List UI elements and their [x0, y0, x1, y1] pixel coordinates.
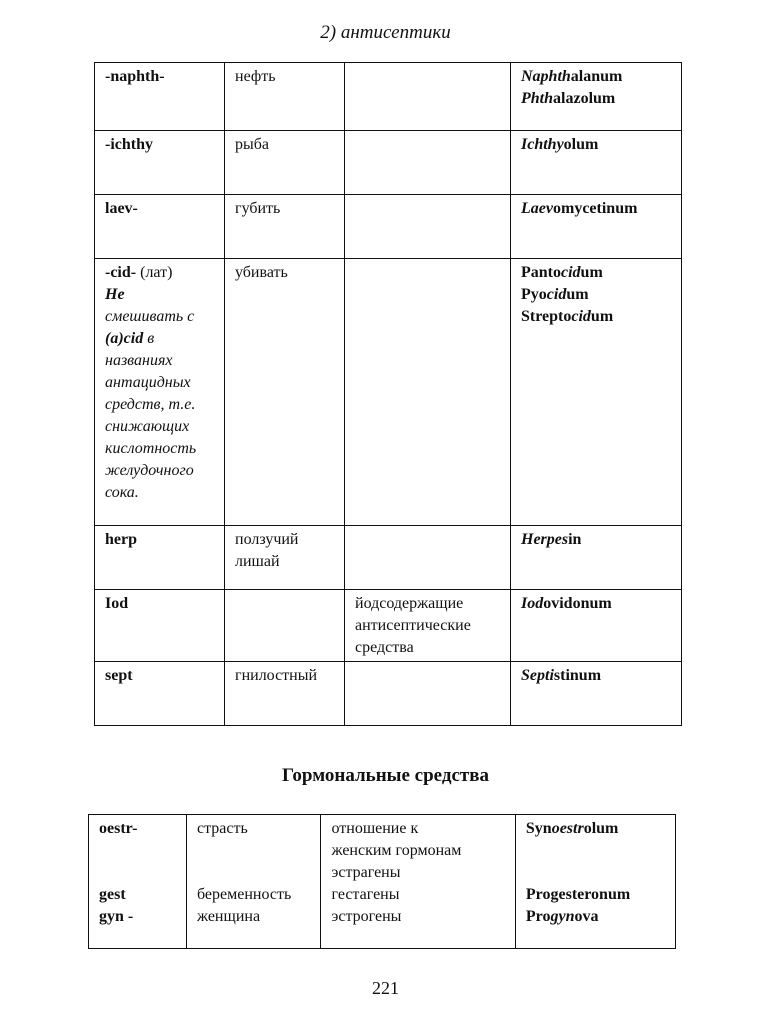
root-cell: Iod: [95, 590, 225, 662]
drug-name: Pyocidum: [521, 286, 589, 303]
root-cell: -cid- (лат) He смешивать с (a)cid в названиях антацидных средств, т.е. снижающих кислотность желудочного сока.: [95, 259, 225, 526]
drug-name: Phthalazolum: [521, 90, 616, 107]
meaning-cell: ползучий лишай: [225, 526, 345, 590]
drug-name: Herpesin: [521, 531, 582, 548]
drugs-cell: [511, 63, 682, 131]
meaning-cell: гнилостный: [225, 662, 345, 726]
drug-name: Streptocidum: [521, 308, 614, 325]
drug-name: Iodovidonum: [521, 595, 612, 612]
meaning-cell: [225, 590, 345, 662]
table-row: [95, 662, 682, 726]
group-cell: отношение к женским гормонам эстрагены гестагены эстрогены: [321, 815, 515, 949]
root-cell: oestr- gest gyn -: [89, 815, 187, 949]
root-cell: herp: [95, 526, 225, 590]
table-row: [95, 526, 682, 590]
table-row: [95, 63, 682, 131]
group-cell: [345, 195, 511, 259]
table-row: [95, 131, 682, 195]
table-row: [95, 590, 682, 662]
drugs-cell: [511, 195, 682, 259]
drug-name: Progynova: [525, 908, 599, 925]
table-row: [89, 815, 676, 949]
hormones-table: [88, 814, 676, 949]
antiseptics-table: [94, 62, 682, 726]
meaning-cell: губить: [225, 195, 345, 259]
root-cell: -naphth-: [95, 63, 225, 131]
drug-name: Progesteronum: [525, 886, 631, 903]
section-heading: 2) антисептики: [320, 22, 451, 43]
drug-name: Ichthyolum: [521, 136, 599, 153]
drug-name: Synoestrolum: [525, 820, 619, 837]
group-cell: [345, 526, 511, 590]
usage-note: He смешивать с (a)cid в названиях антацидных средств, т.е. снижающих кислотность желудочного сока.: [105, 286, 197, 501]
drugs-cell: [511, 590, 682, 662]
hormones-heading: Гормональные средства: [282, 765, 489, 786]
meaning-cell: страсть беременность женщина: [186, 815, 320, 949]
drug-name: Septistinum: [521, 667, 602, 684]
group-cell: [345, 662, 511, 726]
drugs-cell: [511, 662, 682, 726]
group-cell: [345, 131, 511, 195]
drug-name: Naphthalanum: [521, 68, 623, 85]
root-cell: laev-: [95, 195, 225, 259]
meaning-cell: убивать: [225, 259, 345, 526]
meaning-cell: рыба: [225, 131, 345, 195]
meaning-cell: нефть: [225, 63, 345, 131]
group-cell: [345, 259, 511, 526]
page-number: 221: [372, 978, 399, 998]
drugs-cell: [511, 526, 682, 590]
drugs-cell: [511, 131, 682, 195]
table-row: [95, 259, 682, 526]
root-cell: -ichthy: [95, 131, 225, 195]
table-row: [95, 195, 682, 259]
group-cell: йодсодержащие антисептические средства: [345, 590, 511, 662]
drugs-cell: [511, 259, 682, 526]
root-cell: sept: [95, 662, 225, 726]
drug-name: Laevomycetinum: [521, 200, 638, 217]
drugs-cell: [515, 815, 675, 949]
drug-name: Pantocidum: [521, 264, 603, 281]
group-cell: [345, 63, 511, 131]
